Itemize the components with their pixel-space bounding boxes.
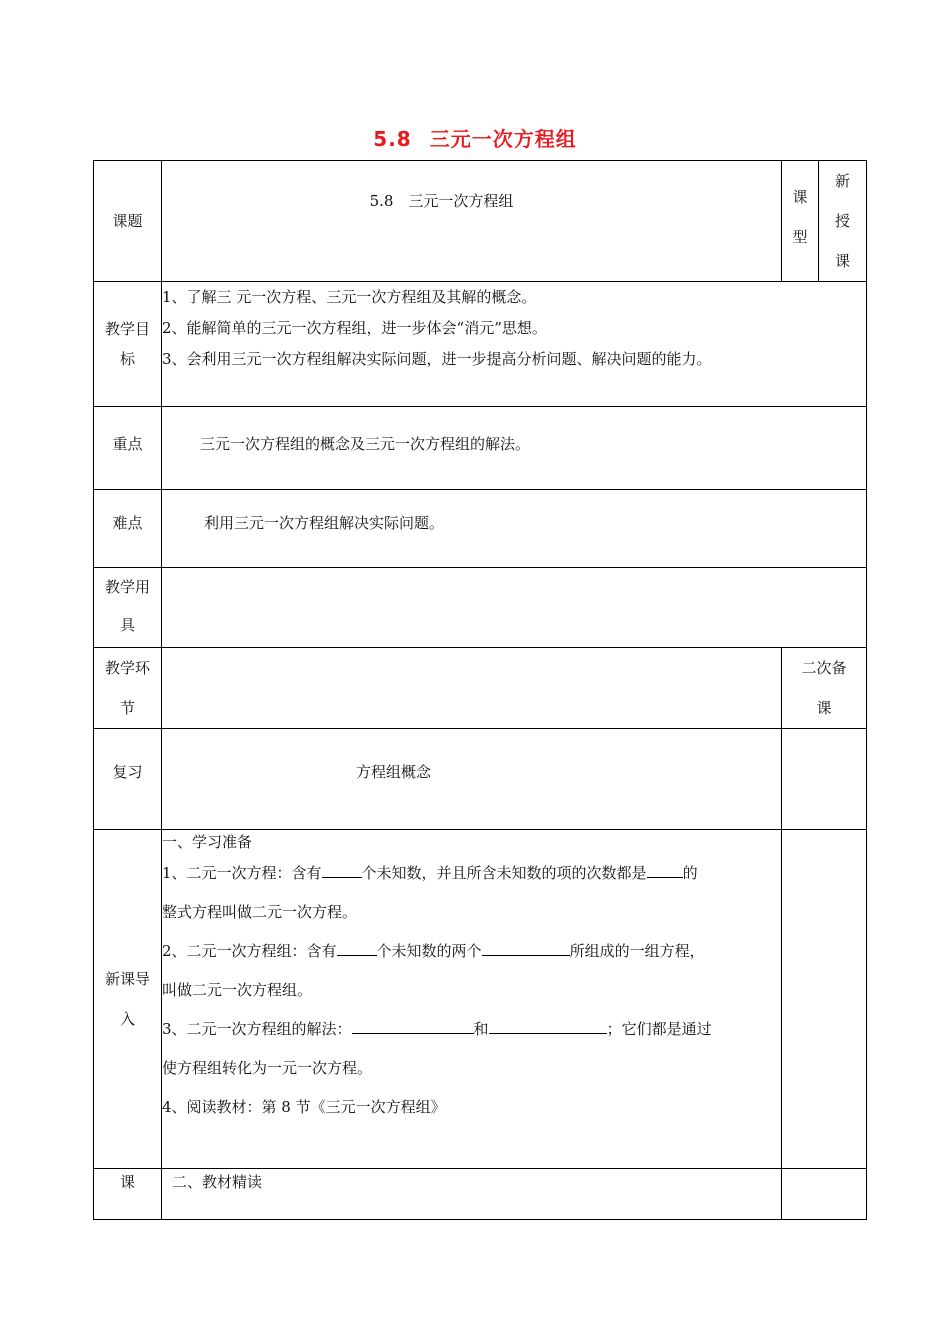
row-goals [94, 282, 867, 407]
difficult-content-cell [162, 490, 867, 568]
lesson-plan-table [93, 160, 867, 1220]
new-label-2: 入 [119, 1010, 135, 1028]
stage-label-1: 教学环 [104, 659, 150, 677]
prep-label-2: 课 [816, 699, 832, 717]
review-label: 复习 [94, 729, 162, 830]
lesson-prep-cell [782, 1169, 867, 1220]
review-prep-cell [782, 729, 867, 830]
stage-label-2: 节 [119, 699, 135, 717]
type-value-3: 课 [834, 252, 850, 270]
prep-label-cell [782, 648, 867, 729]
topic-value: 5.8 三元一次方程组 [369, 192, 514, 210]
blank-equation-type[interactable] [482, 941, 570, 956]
blank-method-1[interactable] [352, 1019, 474, 1034]
key-label: 重点 [94, 407, 162, 490]
difficult-label: 难点 [94, 490, 162, 568]
key-text: 三元一次方程组的概念及三元一次方程组的解法。 [200, 435, 531, 453]
type-value-2: 授 [834, 212, 850, 230]
type-value-1: 新 [834, 172, 850, 190]
type-value-cell [819, 161, 867, 282]
new-p3: 3、二元一次方程组的解法： 和 ；它们都是通过 [162, 1020, 712, 1038]
new-label-cell [94, 830, 162, 1169]
difficult-text: 利用三元一次方程组解决实际问题。 [204, 514, 445, 532]
new-p4: 4、阅读教材：第 8 节《三元一次方程组》 [162, 1098, 446, 1116]
topic-value-cell [162, 161, 782, 282]
row-difficult [94, 490, 867, 568]
title-number: 5.8 [373, 127, 412, 151]
tools-label-1: 教学用 [104, 578, 150, 596]
new-p1-cont: 整式方程叫做二元一次方程。 [162, 903, 358, 921]
key-content-cell [162, 407, 867, 490]
lesson-text: 二、教材精读 [172, 1173, 263, 1191]
goals-label-2: 标 [119, 350, 135, 368]
new-p3-cont: 使方程组转化为一元一次方程。 [162, 1059, 373, 1077]
review-content-cell [162, 729, 782, 830]
lesson-content-cell [162, 1169, 782, 1220]
blank-count-1[interactable] [322, 863, 362, 878]
tools-label-2: 具 [119, 616, 135, 634]
new-heading: 一、学习准备 [162, 833, 253, 851]
blank-degree[interactable] [647, 863, 683, 878]
row-review [94, 729, 867, 830]
goals-label-1: 教学目 [104, 320, 150, 338]
row-new [94, 830, 867, 1169]
type-label-2: 型 [792, 228, 808, 246]
goals-label-cell [94, 282, 162, 407]
stage-label-cell [94, 648, 162, 729]
new-p2-cont: 叫做二元一次方程组。 [162, 981, 313, 999]
blank-count-2[interactable] [337, 941, 377, 956]
prep-label-1: 二次备 [801, 659, 847, 677]
title-text: 三元一次方程组 [429, 127, 577, 151]
goal-item-3: 3、会利用三元一次方程组解决实际问题，进一步提高分析问题、解决问题的能力。 [162, 350, 712, 368]
type-label-1: 课 [792, 188, 808, 206]
goal-item-1: 1、了解三 元一次方程、三元一次方程组及其解的概念。 [162, 288, 537, 306]
document-title [0, 123, 950, 152]
goal-item-2: 2、能解简单的三元一次方程组，进一步体会“消元”思想。 [162, 319, 547, 337]
row-tools [94, 568, 867, 648]
tools-content [162, 568, 867, 648]
blank-method-2[interactable] [489, 1019, 607, 1034]
tools-label-cell [94, 568, 162, 648]
lesson-label: 课 [94, 1169, 162, 1220]
new-p2: 2、二元一次方程组：含有 个未知数的两个 所组成的一组方程， [162, 942, 705, 960]
new-content [162, 830, 782, 1169]
goals-content [162, 282, 867, 407]
type-label-cell [782, 161, 819, 282]
review-text: 方程组概念 [356, 763, 432, 781]
row-stage [94, 648, 867, 729]
stage-content [162, 648, 782, 729]
new-prep-cell [782, 830, 867, 1169]
new-label-1: 新课导 [104, 970, 150, 988]
row-lesson [94, 1169, 867, 1220]
new-p1: 1、二元一次方程：含有 个未知数，并且所含未知数的项的次数都是 的 [162, 864, 698, 882]
row-key [94, 407, 867, 490]
row-topic [94, 161, 867, 282]
topic-label: 课题 [94, 161, 162, 282]
